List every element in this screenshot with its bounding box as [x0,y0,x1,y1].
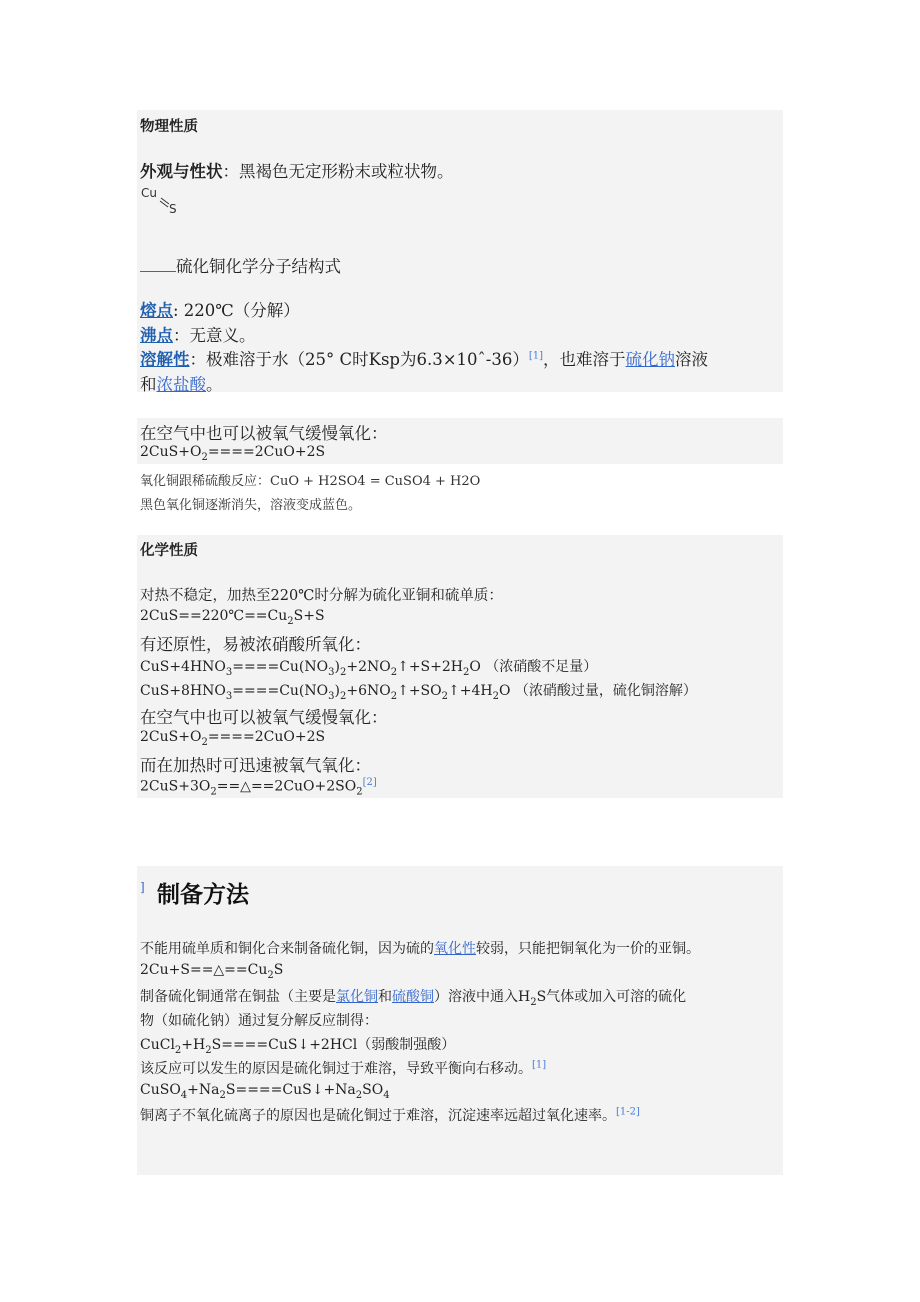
chem-line-5: $CuS+8HNO_3====Cu(NO_3)_2+6NO_2↑+SO_2↑+4H_2O$ （浓硝酸过量，硫化铜溶解） [140,683,697,702]
prep-ref-2[interactable]: [1-2] [616,1106,640,1118]
boiling-point-link[interactable]: 沸点 [140,326,173,345]
solubility-tail1: ，也难溶于 [543,350,626,369]
solubility-value: ：极难溶于水（25° C时Ksp为6.3×10ˆ-36） [189,350,529,369]
chem-line-6: 在空气中也可以被氧气缓慢氧化： [140,708,388,727]
structure-image [141,186,181,220]
edit-marker-icon[interactable]: ] [140,880,145,894]
chem-ref[interactable]: [2] [362,777,377,788]
chem-line-3: 有还原性，易被浓硝酸所氧化： [140,635,371,654]
chem-line-7: $2CuS+O_2====2CuO+2S$ [140,729,326,748]
prep-eq-2: $CuCl_2+H_2S====CuS↓+2HCl$（弱酸制强酸） [140,1037,456,1056]
solubility-line [140,346,708,370]
solubility-ref[interactable]: [1] [528,350,544,362]
oxidation-equation: $2CuS+O_2====2CuO+2S$ [140,444,326,463]
melting-point-link[interactable]: 熔点 [140,301,173,320]
prep-ref-1[interactable]: [1] [532,1059,547,1071]
chem-line-8: 而在加热时可迅速被氧气氧化： [140,756,371,775]
copper-sulfate-link[interactable]: 硫酸铜 [392,989,434,1005]
appearance-label: 外观与性状 [140,162,223,181]
prep-eq-1: $2Cu+S==\triangle==Cu_2S$ [140,962,284,981]
melting-point-line [140,297,300,321]
copper-oxide-reaction: 氧化铜跟稀硫酸反应：CuO + H2SO4 = CuSO4 + H2O [140,474,481,489]
solubility-link[interactable]: 溶解性 [140,350,190,369]
chem-line-9: $2CuS+3O_2==\triangle==2CuO+2SO_2[2]$ [140,777,377,798]
oxidation-note-1: 在空气中也可以被氧气缓慢氧化： [140,424,388,443]
structure-cu: Cu [141,186,157,200]
melting-point-value: : 220℃（分解） [173,301,300,320]
structure-caption-line [140,253,341,277]
copper-chloride-link[interactable]: 氯化铜 [336,989,378,1005]
appearance-value: ：黑褐色无定形粉末或粒状物。 [222,162,454,181]
oxidizability-link[interactable]: 氧化性 [434,941,476,957]
appearance-line [140,158,454,182]
prep-para-3: 该反应可以发生的原因是硫化铜过于难溶，导致平衡向右移动。[1] [140,1059,547,1077]
structure-caption: 硫化铜化学分子结构式 [176,257,341,276]
sodium-sulfide-link[interactable]: 硫化钠 [625,350,676,369]
prep-eq-3: $CuSO_4+Na_2S====CuS↓+Na_2SO_4$ [140,1082,390,1101]
solubility-end: 。 [206,375,223,394]
structure-caption-link[interactable] [140,257,176,272]
chem-line-2: $2CuS==220℃==Cu_2S+S$ [140,608,325,627]
solubility-tail2: 溶液 [675,350,709,369]
chemical-heading: 化学性质 [140,542,198,559]
prep-para-2b: 物（如硫化钠）通过复分解反应制得： [140,1013,378,1029]
boiling-point-line [140,322,256,346]
physical-heading: 物理性质 [140,118,198,135]
copper-oxide-observation: 黑色氧化铜逐渐消失，溶液变成蓝色。 [140,498,362,513]
preparation-heading: 制备方法 [157,882,249,908]
conc-hcl-link[interactable]: 浓盐酸 [156,375,206,394]
chem-line-1: 对热不稳定，加热至220℃时分解为硫化亚铜和硫单质： [140,588,503,604]
prep-para-2: 制备硫化铜通常在铜盐（主要是氯化铜和硫酸铜）溶液中通入$H_2S$气体或加入可溶的硫化 [140,989,687,1008]
solubility-and: 和 [140,375,157,394]
boiling-point-value: ：无意义。 [173,326,256,345]
prep-para-4: 铜离子不氧化硫离子的原因也是硫化铜过于难溶，沉淀速率远超过氧化速率。[1-2] [140,1106,640,1124]
structure-s: S [169,202,177,216]
solubility-line-2 [140,371,223,395]
chem-line-4: $CuS+4HNO_3====Cu(NO_3)_2+2NO_2↑+S+2H_2O$ （浓硝酸不足量） [140,659,598,678]
prep-para-1: 不能用硫单质和铜化合来制备硫化铜，因为硫的氧化性较弱，只能把铜氧化为一价的亚铜。 [140,941,700,957]
